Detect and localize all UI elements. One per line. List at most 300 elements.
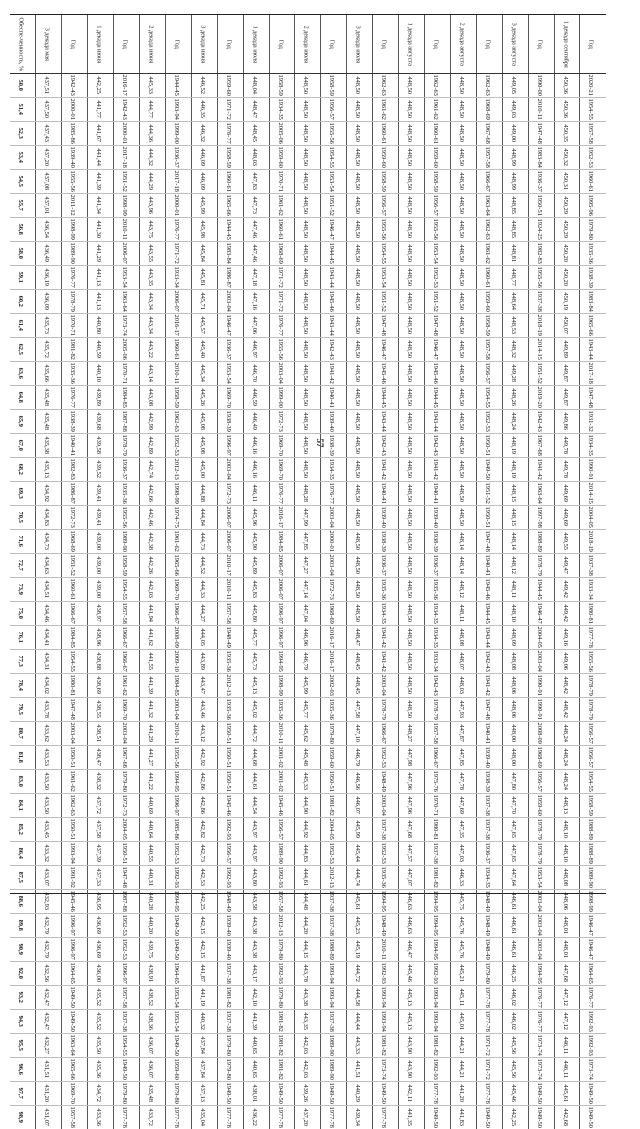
cell-value: 447,12 [561, 1010, 567, 1034]
year-cell [321, 914, 347, 938]
level-cell [502, 1106, 528, 1129]
year-cell [580, 1082, 606, 1106]
year-cell [580, 770, 606, 794]
year-cell [217, 866, 243, 890]
year-cell [114, 146, 140, 170]
level-cell [399, 1034, 425, 1058]
cell-value: 1981-82 [328, 794, 334, 818]
year-cell [269, 194, 295, 218]
level-cell [191, 218, 217, 242]
cell-value: 1966-67 [69, 602, 75, 626]
year-cell [269, 266, 295, 290]
year-cell [373, 170, 399, 194]
cell-value: 1983-84 [587, 290, 593, 314]
cell-value: 1979-80 [587, 218, 593, 242]
cell-value: 450,31 [561, 170, 567, 194]
year-cell [62, 914, 88, 938]
year-cell [165, 74, 191, 98]
cell-value: 434,72 [95, 1082, 101, 1106]
year-cell [476, 1010, 502, 1034]
year-cell [528, 1058, 554, 1082]
level-cell [88, 1058, 114, 1082]
cell-value: 444,36 [147, 122, 153, 146]
year-cell [165, 266, 191, 290]
cell-value: 448,50 [302, 434, 308, 458]
cell-value: 1998-99 [121, 194, 127, 218]
table-row [10, 362, 606, 386]
cell-value: 446,16 [250, 458, 256, 482]
year-cell [165, 434, 191, 458]
header-label: Год [225, 17, 232, 71]
year-cell [62, 362, 88, 386]
cell-value: 1994-95 [276, 650, 282, 674]
cell-value: 448,45 [250, 122, 256, 146]
cell-value: 445,46 [406, 962, 412, 986]
probability-cell [10, 650, 36, 674]
cell-value: 444,29 [147, 170, 153, 194]
header-cell [140, 15, 166, 74]
cell-value: 1940-41 [328, 386, 334, 410]
year-cell [425, 962, 451, 986]
cell-value: 442,99 [147, 410, 153, 434]
year-cell [425, 122, 451, 146]
year-cell [476, 98, 502, 122]
header-cell [373, 15, 399, 74]
cell-value: 1945-46 [225, 794, 231, 818]
cell-value: 1945-46 [380, 362, 386, 386]
cell-value: 1949-50 [69, 986, 75, 1010]
level-cell [140, 1010, 166, 1034]
year-cell [269, 914, 295, 938]
year-cell [373, 506, 399, 530]
year-cell [528, 938, 554, 962]
cell-value: 1935-36 [380, 578, 386, 602]
year-cell [114, 314, 140, 338]
cell-value: 441,34 [95, 194, 101, 218]
cell-value: 448,50 [406, 338, 412, 362]
probability-cell [10, 890, 36, 914]
level-cell [295, 98, 321, 122]
year-cell [217, 74, 243, 98]
level-cell [502, 626, 528, 650]
year-cell [321, 362, 347, 386]
cell-value: 1962-63 [484, 218, 490, 242]
year-cell [425, 794, 451, 818]
cell-value: 2003-04 [380, 674, 386, 698]
year-cell [269, 938, 295, 962]
cell-value: 1970-71 [121, 362, 127, 386]
probability-cell [10, 314, 36, 338]
year-cell [321, 746, 347, 770]
cell-value: 448,11 [510, 578, 516, 602]
level-cell [243, 98, 269, 122]
cell-value: 1955-56 [587, 650, 593, 674]
year-cell [321, 1106, 347, 1129]
year-cell [269, 722, 295, 746]
cell-value: 448,12 [458, 578, 464, 602]
year-cell [269, 290, 295, 314]
table-row [10, 746, 606, 770]
level-cell [399, 458, 425, 482]
cell-value: 1934-35 [432, 602, 438, 626]
cell-value: 1949-50 [225, 1082, 231, 1106]
year-cell [217, 818, 243, 842]
level-cell [399, 746, 425, 770]
cell-value: 446,11 [561, 1034, 567, 1058]
cell-value: 1937-38 [535, 290, 541, 314]
level-cell [295, 386, 321, 410]
cell-value: 448,50 [458, 314, 464, 338]
cell-value: 1944-45 [535, 578, 541, 602]
cell-value: 1976-77 [587, 986, 593, 1010]
cell-value: 1989-90 [587, 866, 593, 890]
cell-value: 1996-97 [121, 962, 127, 986]
cell-value: 1949-50 [173, 938, 179, 962]
cell-value: 448,50 [406, 290, 412, 314]
level-cell [554, 602, 580, 626]
level-cell [295, 698, 321, 722]
cell-value: 444,77 [147, 98, 153, 122]
cell-value: 445,48 [302, 746, 308, 770]
cell-value: 73,9 [17, 578, 23, 602]
level-cell [450, 1010, 476, 1034]
year-cell [373, 962, 399, 986]
level-cell [347, 218, 373, 242]
cell-value: 1969-70 [173, 578, 179, 602]
cell-value: 1955-56 [69, 170, 75, 194]
cell-value: 53,4 [17, 146, 23, 170]
cell-value: 1977-78 [484, 1010, 490, 1034]
cell-value: 1941-42 [484, 674, 490, 698]
level-cell [450, 962, 476, 986]
cell-value: 433,36 [95, 1106, 101, 1129]
year-cell [580, 1058, 606, 1082]
year-cell [580, 218, 606, 242]
cell-value: 2003-04 [535, 890, 541, 914]
year-cell [269, 434, 295, 458]
cell-value: 1937-38 [328, 890, 334, 914]
level-cell [243, 1082, 269, 1106]
table-row [10, 1010, 606, 1034]
cell-value: 446,56 [354, 770, 360, 794]
year-cell [528, 578, 554, 602]
cell-value: 449,28 [510, 362, 516, 386]
cell-value: 435,48 [43, 386, 49, 410]
cell-value: 94,3 [17, 1010, 23, 1034]
cell-value: 443,34 [147, 290, 153, 314]
year-cell [476, 362, 502, 386]
year-cell [425, 170, 451, 194]
cell-value: 443,97 [250, 818, 256, 842]
cell-value: 440,31 [147, 866, 153, 890]
cell-value: 1943-44 [328, 266, 334, 290]
level-cell [191, 506, 217, 530]
cell-value: 2016-17 [121, 74, 127, 98]
cell-value: 448,85 [510, 218, 516, 242]
year-cell [165, 410, 191, 434]
cell-value: 438,47 [95, 746, 101, 770]
year-cell [373, 266, 399, 290]
level-cell [399, 362, 425, 386]
level-cell [36, 530, 62, 554]
cell-value: 444,32 [147, 146, 153, 170]
year-cell [580, 554, 606, 578]
cell-value: 1978-79 [535, 818, 541, 842]
water-level-table [10, 15, 606, 1129]
year-cell [528, 338, 554, 362]
cell-value: 434,63 [43, 554, 49, 578]
year-cell [217, 938, 243, 962]
level-cell [502, 218, 528, 242]
cell-value: 443,17 [250, 962, 256, 986]
cell-value: 1981-82 [276, 1034, 282, 1058]
year-cell [425, 746, 451, 770]
cell-value: 1961-62 [173, 530, 179, 554]
cell-value: 448,50 [302, 314, 308, 338]
cell-value: 434,83 [43, 506, 49, 530]
header-cell [165, 15, 191, 74]
cell-value: 1992-93 [587, 1034, 593, 1058]
year-cell [217, 1106, 243, 1129]
level-cell [295, 602, 321, 626]
year-cell [269, 1058, 295, 1082]
cell-value: 1981-82 [69, 338, 75, 362]
cell-value: 1963-64 [69, 1034, 75, 1058]
cell-value: 1946-47 [432, 338, 438, 362]
level-cell [450, 1034, 476, 1058]
year-cell [528, 290, 554, 314]
header-label: 3 декада мая [43, 17, 50, 71]
header-cell [502, 15, 528, 74]
level-cell [450, 434, 476, 458]
year-cell [62, 338, 88, 362]
probability-cell [10, 938, 36, 962]
cell-value: 1948-49 [225, 626, 231, 650]
cell-value: 1935-36 [225, 698, 231, 722]
level-cell [347, 650, 373, 674]
level-cell [88, 242, 114, 266]
year-cell [528, 722, 554, 746]
level-cell [554, 386, 580, 410]
cell-value: 1952-53 [173, 434, 179, 458]
year-cell [62, 650, 88, 674]
year-cell [580, 602, 606, 626]
level-cell [399, 722, 425, 746]
level-cell [88, 866, 114, 890]
cell-value: 449,06 [561, 650, 567, 674]
level-cell [191, 770, 217, 794]
level-cell [88, 410, 114, 434]
cell-value: 1959-60 [380, 146, 386, 170]
cell-value: 447,65 [510, 842, 516, 866]
level-cell [191, 98, 217, 122]
level-cell [502, 266, 528, 290]
cell-value: 448,50 [354, 314, 360, 338]
cell-value: 2011-12 [69, 194, 75, 218]
year-cell [114, 1058, 140, 1082]
cell-value: 449,55 [561, 530, 567, 554]
year-cell [269, 674, 295, 698]
year-cell [165, 794, 191, 818]
cell-value: 438,51 [95, 722, 101, 746]
cell-value: 1989-90 [328, 1058, 334, 1082]
probability-cell [10, 602, 36, 626]
cell-value: 443,38 [250, 938, 256, 962]
year-cell [425, 722, 451, 746]
level-cell [399, 218, 425, 242]
cell-value: 1942-43 [432, 434, 438, 458]
level-cell [554, 1034, 580, 1058]
level-cell [347, 122, 373, 146]
cell-value: 444,15 [302, 938, 308, 962]
cell-value: 449,16 [561, 626, 567, 650]
year-cell [114, 218, 140, 242]
level-cell [36, 842, 62, 866]
level-cell [88, 986, 114, 1010]
level-cell [450, 674, 476, 698]
cell-value: 447,68 [406, 818, 412, 842]
cell-value: 449,78 [561, 434, 567, 458]
level-cell [295, 434, 321, 458]
cell-value: 448,99 [510, 146, 516, 170]
cell-value: 434,46 [43, 602, 49, 626]
cell-value: 446,52 [199, 74, 205, 98]
cell-value: 448,15 [510, 482, 516, 506]
cell-value: 440,29 [354, 1082, 360, 1106]
level-cell [243, 962, 269, 986]
level-cell [243, 314, 269, 338]
level-cell [88, 554, 114, 578]
cell-value: 85,2 [17, 818, 23, 842]
cell-value: 442,25 [199, 890, 205, 914]
cell-value: 448,50 [302, 266, 308, 290]
cell-value: 448,10 [561, 842, 567, 866]
cell-value: 448,47 [354, 626, 360, 650]
level-cell [295, 1106, 321, 1129]
cell-value: 1945-46 [432, 362, 438, 386]
level-cell [140, 458, 166, 482]
cell-value: 444,54 [250, 794, 256, 818]
year-cell [217, 842, 243, 866]
level-cell [243, 602, 269, 626]
year-cell [321, 506, 347, 530]
cell-value: 1952-53 [121, 938, 127, 962]
cell-value: 437,01 [43, 194, 49, 218]
cell-value: 445,84 [199, 242, 205, 266]
cell-value: 1969-70 [69, 1082, 75, 1106]
level-cell [88, 602, 114, 626]
cell-value: 442,68 [561, 1106, 567, 1129]
year-cell [217, 122, 243, 146]
year-cell [425, 1058, 451, 1082]
cell-value: 1961-62 [121, 674, 127, 698]
cell-value: 437,84 [199, 1034, 205, 1058]
cell-value: 58,0 [17, 242, 23, 266]
cell-value: 447,83 [250, 170, 256, 194]
level-cell [36, 290, 62, 314]
cell-value: 447,18 [250, 266, 256, 290]
year-cell [373, 242, 399, 266]
cell-value: 447,57 [406, 842, 412, 866]
cell-value: 1994-95 [173, 890, 179, 914]
level-cell [554, 698, 580, 722]
level-cell [502, 1058, 528, 1082]
cell-value: 448,42 [561, 674, 567, 698]
year-cell [528, 458, 554, 482]
year-cell [114, 770, 140, 794]
cell-value: 439,00 [95, 530, 101, 554]
cell-value: 441,13 [95, 290, 101, 314]
level-cell [295, 362, 321, 386]
cell-value: 1996-97 [173, 794, 179, 818]
level-cell [36, 554, 62, 578]
cell-value: 1961-62 [380, 98, 386, 122]
cell-value: 448,50 [458, 290, 464, 314]
year-cell [476, 218, 502, 242]
level-cell [399, 74, 425, 98]
cell-value: 1976-77 [276, 482, 282, 506]
level-cell [399, 386, 425, 410]
cell-value: 442,74 [147, 458, 153, 482]
cell-value: 439,75 [147, 938, 153, 962]
cell-value: 443,89 [199, 650, 205, 674]
probability-cell [10, 578, 36, 602]
year-cell [114, 818, 140, 842]
cell-value: 440,32 [199, 1010, 205, 1034]
level-cell [140, 218, 166, 242]
level-cell [399, 962, 425, 986]
cell-value: 448,50 [406, 674, 412, 698]
cell-value: 1996-97 [276, 602, 282, 626]
year-cell [476, 314, 502, 338]
year-cell [114, 170, 140, 194]
year-cell [476, 578, 502, 602]
cell-value: 1981-82 [380, 1034, 386, 1058]
cell-value: 448,50 [406, 530, 412, 554]
cell-value: 1977-78 [587, 626, 593, 650]
cell-value: 442,03 [302, 1058, 308, 1082]
year-cell [580, 962, 606, 986]
level-cell [554, 1106, 580, 1129]
cell-value: 448,50 [302, 122, 308, 146]
year-cell [321, 530, 347, 554]
level-cell [243, 194, 269, 218]
year-cell [217, 962, 243, 986]
year-cell [580, 290, 606, 314]
cell-value: 446,32 [199, 122, 205, 146]
year-cell [62, 482, 88, 506]
level-cell [399, 98, 425, 122]
year-cell [217, 194, 243, 218]
level-cell [191, 674, 217, 698]
level-cell [243, 578, 269, 602]
cell-value: 1946-47 [225, 314, 231, 338]
level-cell [502, 1010, 528, 1034]
cell-value: 449,86 [561, 410, 567, 434]
level-cell [140, 866, 166, 890]
cell-value: 448,03 [250, 146, 256, 170]
cell-value: 1953-54 [173, 1010, 179, 1034]
cell-value: 446,61 [510, 890, 516, 914]
year-cell [476, 290, 502, 314]
cell-value: 448,03 [458, 674, 464, 698]
year-cell [425, 1034, 451, 1058]
level-cell [554, 650, 580, 674]
level-cell [88, 218, 114, 242]
cell-value: 446,49 [250, 410, 256, 434]
cell-value: 447,27 [302, 554, 308, 578]
year-cell [114, 194, 140, 218]
